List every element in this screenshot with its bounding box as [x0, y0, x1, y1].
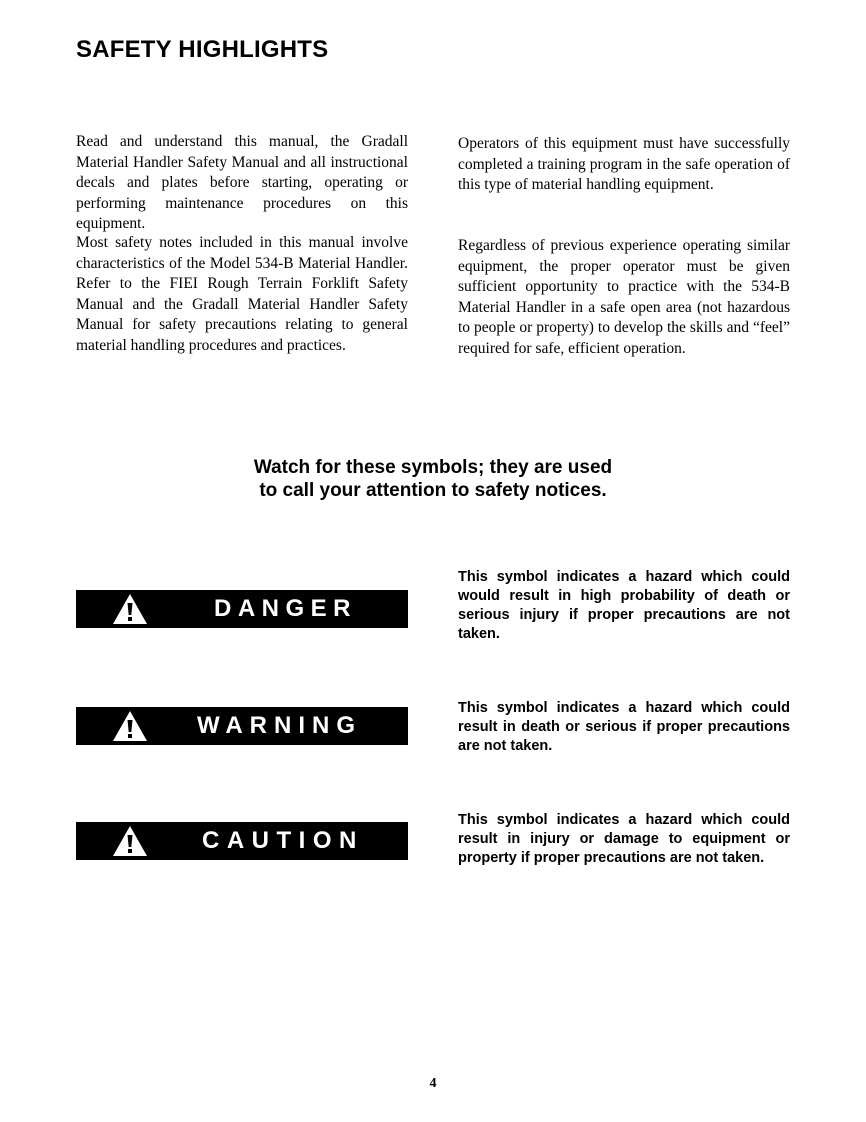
caution-description: This symbol indicates a hazard which could result in injury or damage to equipment or property if proper precautions are not taken. [458, 812, 790, 866]
danger-description: This symbol indicates a hazard which could would result in high probability of death or serious injury if proper precautions are not taken. [458, 569, 790, 642]
intro-paragraph-safety-notes: Most safety notes included in this manual involve characteristics of the Model 534-B Material Handler. Refer to the FIEI Rough Terrain Forklift Safety Manual and the Gradall Material Handler Safety Manual for safety precautions relating to general material handling procedures and practices. [76, 234, 408, 354]
intro-paragraph-read-manual: Read and understand this manual, the Gradall Material Handler Safety Manual and all instructional decals and plates before starting, operating or performing maintenance procedures on this equipment. [76, 133, 408, 232]
warning-banner [76, 707, 408, 745]
warning-triangle-icon [112, 593, 148, 625]
watch-symbols-notice [0, 456, 866, 502]
intro-paragraph-operator-training: Operators of this equipment must have successfully completed a training program in the safe operation of this type of material handling equipment. [458, 135, 790, 193]
watch-notice-line-2: to call your attention to safety notices. [259, 480, 607, 501]
intro-paragraph-practice: Regardless of previous experience operating similar equipment, the proper operator must be given sufficient opportunity to practice with the 534-B Material Handler in a safe open area (not hazardous to people or property) to develop the skills and “feel” required for safe, efficient operation. [458, 237, 790, 357]
warning-triangle-icon [112, 825, 148, 857]
page-title: SAFETY HIGHLIGHTS [76, 36, 329, 63]
caution-banner [76, 822, 408, 860]
warning-description: This symbol indicates a hazard which could result in death or serious if proper precautions are not taken. [458, 700, 790, 754]
warning-signal-word: WARNING [197, 712, 362, 739]
danger-banner [76, 590, 408, 628]
warning-triangle-icon [112, 710, 148, 742]
caution-signal-word: CAUTION [202, 827, 364, 854]
watch-notice-line-1: Watch for these symbols; they are used [253, 457, 613, 478]
danger-signal-word: DANGER [214, 595, 358, 622]
page-number: 4 [429, 1076, 437, 1091]
